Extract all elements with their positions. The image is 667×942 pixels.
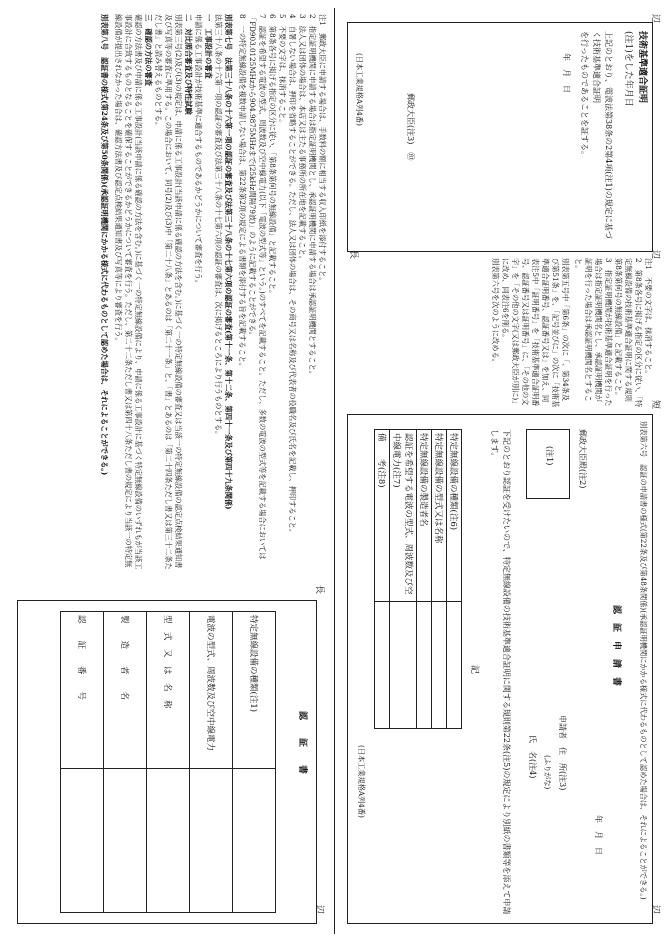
table8-label: 別表第八号 認証書の様式(第24条及び第50条関係)(承認証明機関にかかる様式に代わるものとして認めた場合は、それによることができる。): [100, 14, 109, 476]
table-cell: 特定無線設備の製造者名: [417, 430, 432, 602]
certificate-title: 認 証 書: [297, 711, 307, 775]
table-row: [147, 612, 190, 913]
note-line: 注1 郵政大臣に申請する場合は、手数料の額に相当する収入印紙を添付すること。: [318, 14, 327, 285]
table-cell: 特定無線設備の型式又は名称: [432, 430, 447, 602]
note1-label: (注1): [545, 446, 554, 466]
table-row: [375, 430, 390, 729]
applicant-name: 氏 名(注4): [528, 735, 537, 779]
edge-marker: 辺: [314, 905, 324, 915]
ki-label: 記: [469, 665, 479, 675]
table6-label: 別表第六号 認証の申請書の様式(第22条及び第48条関係)(承認証明機関にかかる様式に代わるものとして認めた場合は、それによることができる。): [639, 421, 648, 900]
note-line: 3 指定証明機関が技術基準適合証明を行った場合は指定証明機関名とし、承認証明機関が証明を行った場合は承認証明機関名とすること。: [574, 258, 613, 407]
certificate-form-box: [347, 22, 653, 252]
applicant-kana: (ふりがな): [543, 755, 552, 790]
note-line: 2 第8条各号に掲げる指定の区分に従い、「特定無線設備の技術基準適合証明に関する規則第8条第何号の無線設備」と記載すること。: [614, 258, 643, 408]
note-line: 5 不要の文字は、抹消すること。: [278, 14, 287, 127]
edge-marker: 短: [650, 400, 660, 410]
format-note: (日本工業規格A列4番): [355, 53, 364, 126]
edge-marker: 辺: [650, 14, 660, 24]
note1-box: [526, 429, 570, 499]
table-row: [390, 430, 417, 729]
table-cell: 特定無線設備の種類(注1): [233, 612, 276, 769]
table-row: [233, 612, 276, 913]
table-cell: 認証を希望する電波の型式、周波数及び空中線電力(注7): [390, 430, 417, 602]
table7-label: 別表第七号 法第三十八条の十六第一項の認証の審査及び法第三十八条の十七第六項の認証の審査(第十一条、第十二条、第四十一条及び第四十九条関係): [224, 14, 233, 510]
table-cell: 型 式 又 は 名 称: [147, 612, 190, 769]
table-cell: 電波の型式、周波数及び空中線電力: [190, 612, 233, 769]
form-title: 技術基準適合証明: [637, 31, 647, 104]
table-row: [432, 430, 447, 729]
note-line: 7 認証を希望する電波の型式、周波数及び空中線電力(以下「電波の型式等」という。)のすべてを記載すること。ただし、多数の電波の型式等を記載する場合においては「FD903.0125MHzから904.9875MHzまで(25kHz間隔79波)」のように記載することができる。: [248, 14, 267, 560]
table-cell: 備 考(注8): [375, 430, 390, 602]
date-label: 年 月 日: [562, 53, 571, 93]
note-line: 別表第五号中「第6条」の次に「、第34条及び第51条」を、「記号並びに」の次に「技術基準適合証明番号、認証番号又は」を加え、同表注5中「証明番号」を「技術基準適合証明番号、認証番号又は証明番号」に、「その他の文字」を「その他の文字(又は郵政大臣が別に)」に改め、同表注6を削る。: [501, 258, 570, 408]
section-body: 別表第三号(2)及び(3)の規定は、申請に係る工事設計(当該申請に係る確認の方法を含む。)に基づく一の特定無線設備の審査又は当該一の特定無線設備の認定点検結果通知書及び写真等の審査に準用する。この場合において、同号(2)及び(3)中「第二十八条」とあるのは「第二十一条」と、「書」とあるのは「第二十四条ただし書又は第三十二条ただし書」と読み替えるものとする。: [154, 14, 183, 570]
request-date: 年 月 日: [594, 815, 603, 855]
table-row: [190, 612, 233, 913]
addressee: 郵政大臣殿(注2): [578, 429, 587, 489]
note-line: 注1 不要の文字は、抹消すること。: [644, 258, 653, 378]
request-table: [374, 429, 462, 729]
request-body: 下記のとおり認証を受けたいので、特定無線設備の技術基準適合証明に関する規則第22条(注5)の規定により別紙の書類等を添えて申請します。: [490, 429, 511, 915]
note-line: 3 法人又は団体の場合は、本店又は主たる事務所の所在地を記載すること。: [298, 14, 307, 263]
request-title: 認 証 申 請 書: [611, 605, 621, 687]
edge-marker: 長: [314, 585, 324, 595]
table-row: [104, 612, 147, 913]
section-body: 申請に係る工事設計が技術基準に適合するものであるかどうかについて審査を行う。: [194, 14, 203, 287]
table7-intro: 法第三十八条の十六第一項の認証の審査及び法第三十八条の十七第六項の認証の審査は、次に掲げるところにより行うものとする。: [214, 14, 223, 439]
note-line: 6 第8条各号に掲げる指定の区分に従い、「第8条第何号の無線設備」と記載すること。: [268, 14, 277, 298]
edge-marker: 辺: [650, 250, 660, 260]
middle-divider: [334, 8, 335, 934]
certificate-table: [60, 611, 276, 913]
form6-notes: [99, 14, 327, 574]
edge-marker: 長: [348, 250, 358, 260]
table-cell: 認 証 番 号: [61, 612, 104, 769]
form5-notes: [490, 258, 653, 408]
section-heading: 一 工事設計の審査: [204, 14, 213, 79]
table-cell: 製 造 者 名: [104, 612, 147, 769]
form-title-sub: (注1)をした年月日: [623, 31, 633, 107]
format-note-2: (日本工業規格A列4番): [357, 745, 366, 818]
cert-line-b: を行ったものであることを証する。: [580, 31, 589, 159]
cert-line-a: 上記のとおり、電波法第38条の2第4項(注1)の規定に基づく技術基準適合証明: [592, 31, 613, 239]
note-line: 別表第六号を次のように改める。: [491, 258, 500, 366]
table-row: [417, 430, 432, 729]
applicant-address: 申請者 住 所(注3): [558, 715, 567, 791]
section-heading: 二 対比照合審査及び特性試験: [184, 14, 193, 115]
section-body: 確認の方法書及び申請に係る工事設計(当該申請に係る確認の方法を含む。)に基づく一の特定無線設備により、申請に係る工事設計に基づく特定無線設備のいずれもが当該工事設計に合致するものとなることを確保することができるかどうかについて審査を行う。ただし、第二十二条ただし書又は第四十八条ただし書の規定により当該一の特定無線設備が提出されなかった場合は、確認方法書及び認定点検結果通知書及び写真等により審査を行う。: [114, 14, 143, 570]
note-line: 4 自署しない場合は、押印を省略することができる。ただし、法人又は団体の場合は、その商号又は名称及び代表者の役職名及び氏名を記載し、押印すること。: [288, 14, 297, 537]
table-row: [447, 430, 462, 729]
minister-label: 郵政大臣(注3) ㊞: [406, 93, 415, 161]
certificate-box: [17, 600, 317, 924]
section-heading: 三 確認の方法の審査: [144, 14, 153, 86]
note-line: 2 指定証明機関に申請する場合は指定証明機関とし、承認証明機関に申請する場合は承認証明機関とすること。: [308, 14, 317, 378]
note-line: 8 一の特定無線設備を複数申請しない場合は、第22条第2項の規定による書類を添付する旨を記載すること。: [238, 14, 247, 371]
table-row: [61, 612, 104, 913]
edge-marker: 辺: [650, 905, 660, 915]
request-form-box: [347, 414, 653, 924]
table-cell: 特定無線設備の種類(注6): [447, 430, 462, 602]
